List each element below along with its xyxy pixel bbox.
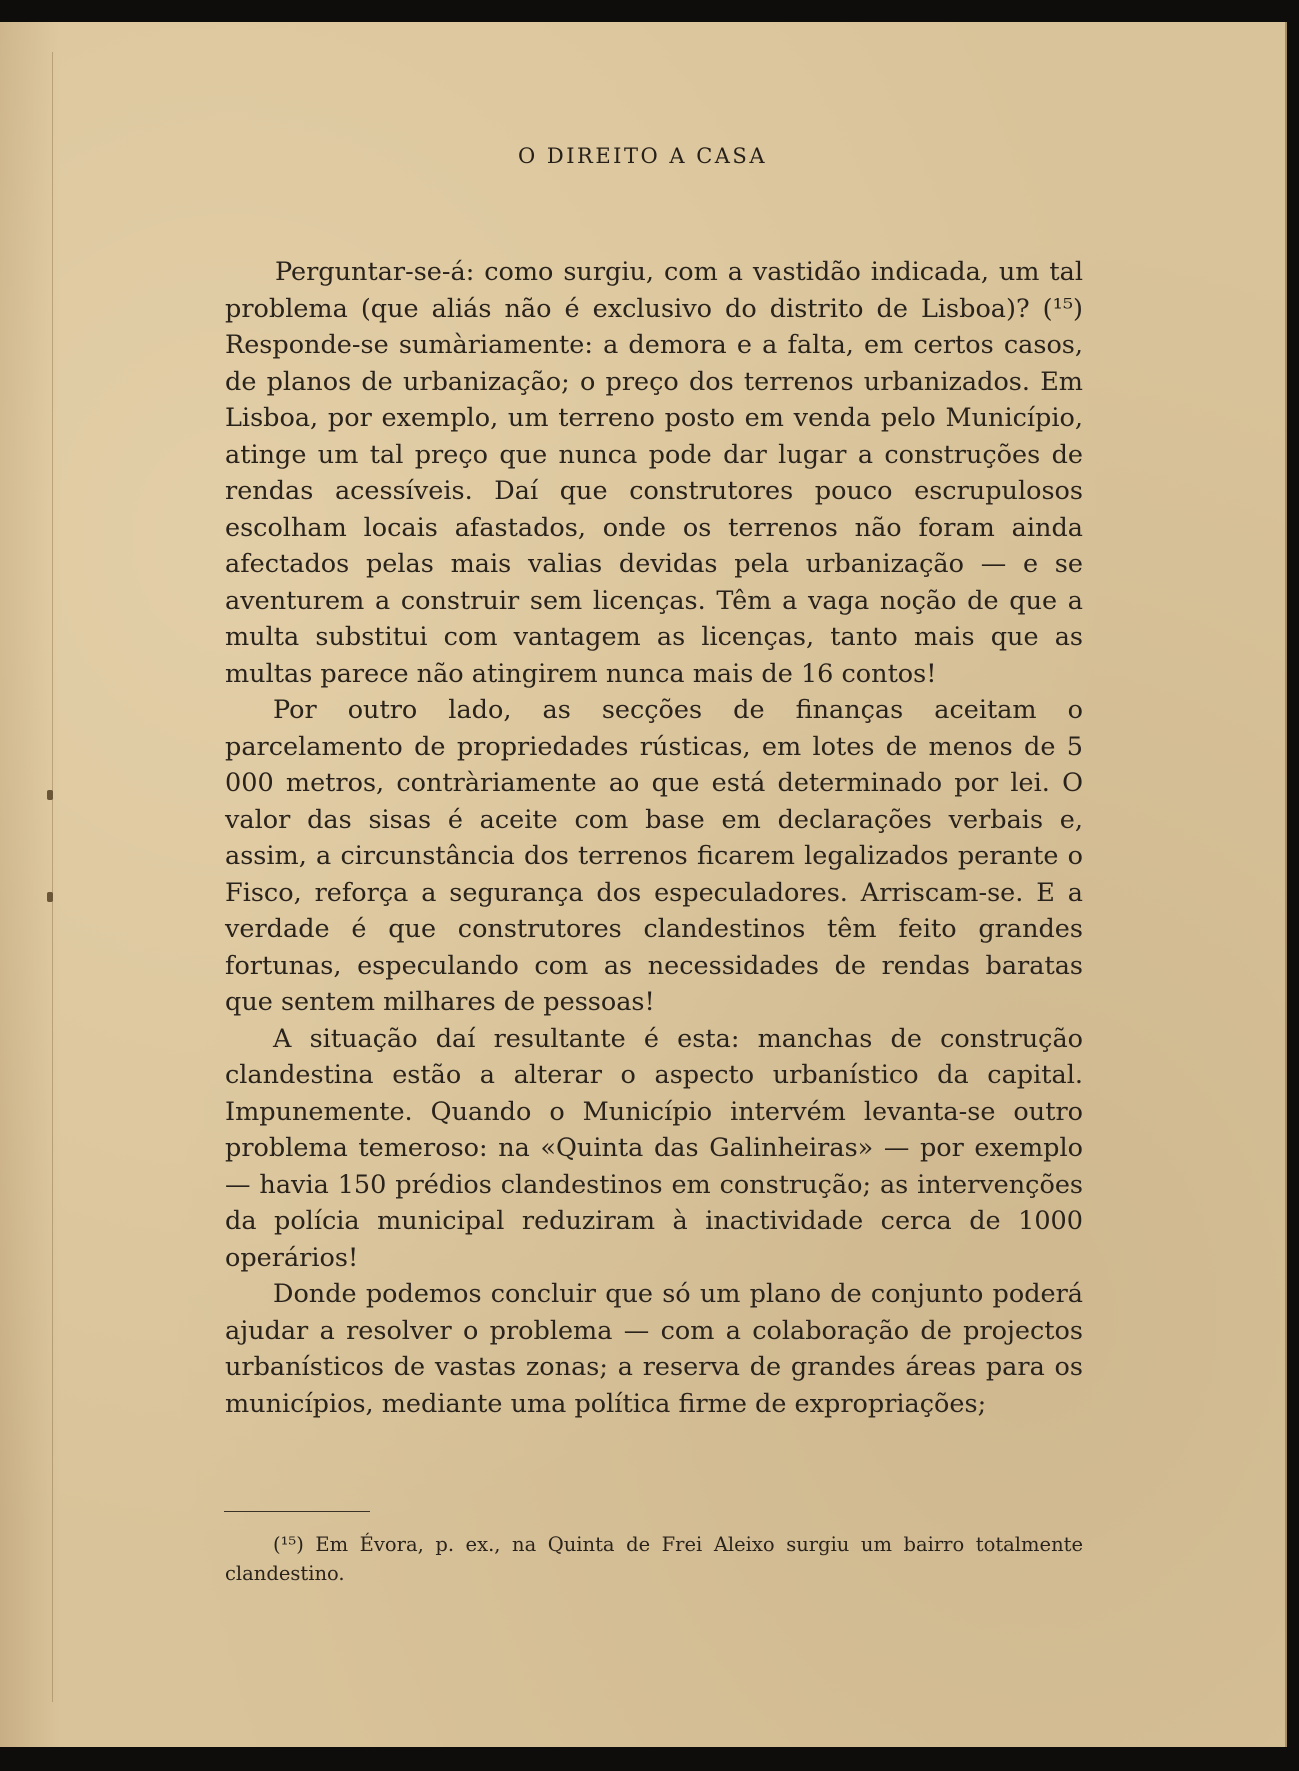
body-text — [225, 254, 1083, 1422]
footnote-15: (¹⁵) Em Évora, p. ex., na Quinta de Frei Aleixo surgiu um bairro totalmente clandestino. — [225, 1533, 1083, 1585]
paragraph-3: A situação daí resultante é esta: manchas de construção clandestina estão a alterar o aspecto urbanístico da capital. Impunemente. Quando o Município intervém levanta-se outro problema temeroso: na «Quinta das Galinheiras» — por exemplo — havia 150 prédios clandestinos em construção; as intervenções da polícia municipal reduziram à inactividade cerca de 1000 operários! — [225, 1023, 1083, 1273]
page-fold-line — [52, 52, 53, 1702]
margin-mark — [47, 892, 53, 902]
running-head: O DIREITO A CASA — [518, 144, 767, 168]
paragraph-1: Perguntar-se-á: como surgiu, com a vastidão indicada, um tal problema (que aliás não é exclusivo do distrito de Lisboa)? (¹⁵) Responde-se sumàriamente: a demora e a falta, em certos casos, de planos de urbanização; o preço dos terrenos urbanizados. Em Lisboa, por exemplo, um terreno posto em venda pelo Município, atinge um tal preço que nunca pode dar lugar a construções de rendas acessíveis. Daí que construtores pouco escrupulosos escolham locais afastados, onde os terrenos não foram ainda afectados pelas mais valias devidas pela urbanização — e se aventurem a construir sem licenças. Têm a vaga noção de que a multa substitui com vantagem as licenças, tanto mais que as multas parece não atingirem nunca mais de 16 contos! — [225, 257, 1083, 689]
paragraph-2: Por outro lado, as secções de finanças aceitam o parcelamento de propriedades rústicas, em lotes de menos de 5 000 metros, contràriamente ao que está determinado por lei. O valor das sisas é aceite com base em declarações verbais e, assim, a circunstância dos terrenos ficarem legalizados perante o Fisco, reforça a segurança dos especuladores. Arriscam-se. E a verdade é que construtores clandestinos têm feito grandes fortunas, especulando com as necessidades de rendas baratas que sentem milhares de pessoas! — [225, 695, 1083, 1017]
paragraph-4: Donde podemos concluir que só um plano de conjunto poderá ajudar a resolver o problema — com a colaboração de projectos urbanísticos de vastas zonas; a reserva de grandes áreas para os municípios, mediante uma política firme de expropriações; — [225, 1279, 1083, 1419]
book-page — [0, 22, 1287, 1747]
margin-mark — [47, 790, 53, 800]
footnote-rule — [224, 1511, 370, 1512]
